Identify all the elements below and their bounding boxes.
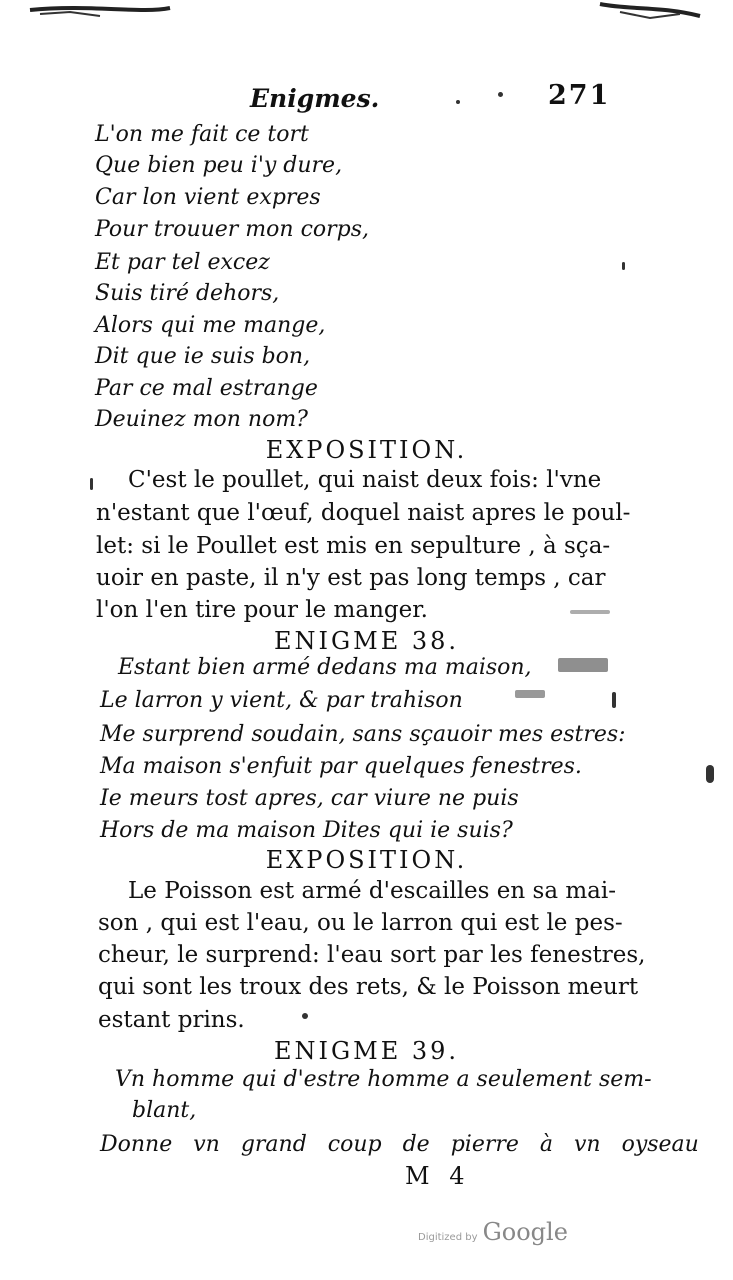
ink-speck — [498, 92, 503, 97]
poem-line: Hors de ma maison Dites qui ie suis? — [100, 818, 513, 843]
prose-line: n'estant que l'œuf, doquel naist apres le poul- — [96, 500, 631, 526]
ink-speck — [90, 478, 93, 490]
digitized-watermark — [418, 1218, 568, 1246]
ink-smudge — [558, 658, 608, 672]
google-logo: Google — [482, 1218, 568, 1246]
poem-line: Me surprend soudain, sans sçauoir mes estres: — [100, 722, 626, 747]
signature-mark: M 4 — [405, 1162, 471, 1190]
poem-line: Par ce mal estrange — [95, 376, 318, 401]
prose-line: qui sont les troux des rets, & le Poisson meurt — [98, 974, 639, 1000]
poem-line: Que bien peu i'y dure, — [95, 153, 343, 178]
poem-line: Pour trouuer mon corps, — [95, 217, 370, 242]
prose-line: let: si le Poullet est mis en sepulture , à sça- — [96, 533, 611, 559]
poem-line: Le larron y vient, & par trahison — [100, 688, 463, 713]
section-heading: EXPOSITION. — [265, 846, 468, 874]
section-heading: ENIGME 38. — [273, 627, 460, 655]
poem-line: Ie meurs tost apres, car viure ne puis — [100, 786, 519, 811]
prose-line: son , qui est l'eau, ou le larron qui est le pes- — [98, 910, 623, 936]
scan-edge-ornament — [0, 0, 733, 30]
poem-line: Suis tiré dehors, — [95, 281, 280, 306]
poem-line: Dit que ie suis bon, — [95, 344, 311, 369]
ink-smudge — [515, 690, 545, 698]
poem-line: Donne vn grand coup de pierre à vn oyseau — [100, 1132, 699, 1157]
poem-line: Vn homme qui d'estre homme a seulement sem- — [115, 1067, 652, 1092]
poem-line: Estant bien armé dedans ma maison, — [118, 655, 532, 680]
ink-smudge — [706, 765, 714, 783]
prose-line: l'on l'en tire pour le manger. — [96, 597, 428, 623]
section-heading: ENIGME 39. — [273, 1037, 460, 1065]
poem-line: blant, — [132, 1098, 197, 1123]
poem-line: Ma maison s'enfuit par quelques fenestres. — [100, 754, 582, 779]
poem-line: Alors qui me mange, — [95, 313, 326, 338]
poem-line: L'on me fait ce tort — [95, 122, 309, 147]
digitized-by-label: Digitized by — [418, 1232, 478, 1243]
ink-smudge — [570, 610, 610, 614]
prose-line: cheur, le surprend: l'eau sort par les fenestres, — [98, 942, 646, 968]
ink-speck — [622, 262, 625, 270]
page-number: 271 — [548, 80, 611, 111]
running-title: Enigmes. — [250, 84, 380, 113]
prose-line: uoir en paste, il n'y est pas long temps , car — [96, 565, 606, 591]
poem-line: Deuinez mon nom? — [95, 407, 308, 432]
poem-line: Et par tel excez — [95, 250, 270, 275]
prose-line: estant prins. — [98, 1007, 245, 1033]
ink-speck — [456, 100, 460, 104]
prose-line: Le Poisson est armé d'escailles en sa mai- — [128, 878, 616, 904]
ink-speck — [302, 1013, 308, 1019]
prose-line: C'est le poullet, qui naist deux fois: l'vne — [128, 467, 602, 493]
section-heading: EXPOSITION. — [265, 436, 468, 464]
poem-line: Car lon vient expres — [95, 185, 321, 210]
ink-smudge — [612, 692, 616, 708]
